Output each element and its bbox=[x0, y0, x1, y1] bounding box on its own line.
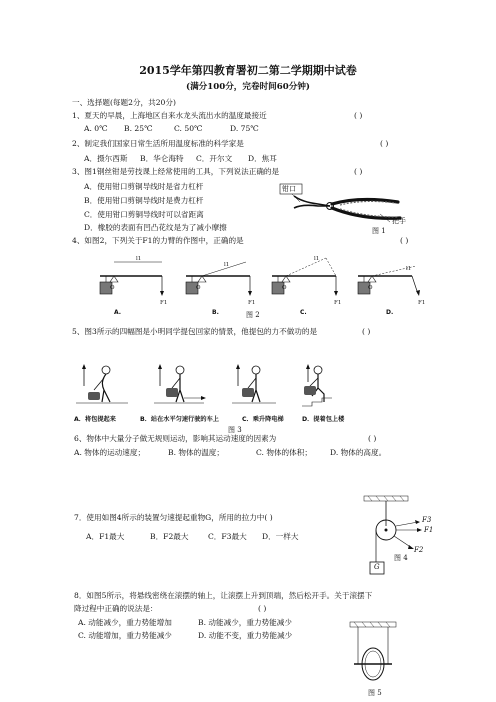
q2-option-a[interactable]: A．摄尔西斯 bbox=[84, 154, 128, 163]
q4-stem: 4、如图2，下列关于F1的力臂的作图中，正确的是 bbox=[72, 236, 244, 245]
q3-option-c[interactable]: C．使用钳口剪铜导线时可以省距离 bbox=[84, 210, 204, 219]
carry-panel-b[interactable] bbox=[154, 364, 206, 403]
pliers-mouth-label: 钳口 bbox=[282, 185, 296, 193]
svg-text:O: O bbox=[282, 285, 287, 291]
q3-option-a[interactable]: A．使用钳口剪铜导线时是省力杠杆 bbox=[84, 182, 204, 191]
q6-option-c[interactable]: C. 物体的体积； bbox=[256, 448, 312, 457]
figure-3-caption: 图 3 bbox=[228, 426, 242, 434]
pulley-label-f1: F1 bbox=[424, 526, 434, 534]
q8-option-b[interactable]: B. 动能减少，重力势能减少 bbox=[198, 618, 292, 627]
q2-option-d[interactable]: D．焦耳 bbox=[248, 154, 277, 163]
svg-text:l1: l1 bbox=[136, 256, 142, 262]
svg-text:F1: F1 bbox=[248, 300, 256, 306]
rolling-pendulum-figure bbox=[350, 622, 404, 692]
svg-text:B.: B. bbox=[212, 309, 219, 316]
q7-stem: 7．使用如图4所示的装置匀速提起重物G，所用的拉力中( ) bbox=[74, 513, 273, 522]
q7-option-b[interactable]: B．F2最大 bbox=[150, 532, 189, 541]
q3-stem: 3、图1钢丝钳是劳技课上经常使用的工具，下列说法正确的是 bbox=[72, 167, 280, 176]
q5-stem: 5、图3所示的四幅图是小明同学提包回家的情景，他提包的力不做功的是 bbox=[72, 327, 318, 336]
lever-panel-b[interactable] bbox=[186, 262, 255, 316]
lever-panel-a[interactable] bbox=[100, 256, 167, 316]
pulley-figure bbox=[358, 496, 438, 576]
figure-4-caption: 图 4 bbox=[394, 554, 408, 562]
q2-answer-paren[interactable]: ( ) bbox=[380, 139, 389, 148]
q6-option-b[interactable]: B. 物体的温度； bbox=[168, 448, 224, 457]
q6-option-d[interactable]: D. 物体的高度。 bbox=[330, 448, 387, 457]
q8-option-d[interactable]: D. 动能不变，重力势能减少 bbox=[198, 631, 293, 640]
lever-figure bbox=[100, 248, 440, 318]
q2-stem: 2、制定我们国家日常生活所用温度标准的科学家是 bbox=[72, 139, 244, 148]
svg-text:D.: D. bbox=[386, 309, 394, 316]
q5-answer-paren[interactable]: ( ) bbox=[362, 327, 371, 336]
q2-option-c[interactable]: C．开尔文 bbox=[196, 154, 233, 163]
carry-panel-a[interactable] bbox=[76, 364, 128, 403]
q6-option-a[interactable]: A. 物体的运动速度； bbox=[74, 448, 146, 457]
lever-panel-d[interactable] bbox=[358, 266, 425, 316]
q3-option-d[interactable]: D．橡胶的表面有凹凸花纹是为了减小摩擦 bbox=[84, 223, 227, 232]
svg-text:l1: l1 bbox=[406, 266, 412, 272]
q7-option-d[interactable]: D．一样大 bbox=[262, 532, 299, 541]
q3-answer-paren[interactable]: ( ) bbox=[354, 167, 363, 176]
q1-option-a[interactable]: A. 0℃ bbox=[84, 124, 108, 133]
figure-5-caption: 图 5 bbox=[368, 689, 382, 697]
svg-text:F1: F1 bbox=[160, 300, 168, 306]
q7-option-a[interactable]: A．F1最大 bbox=[86, 532, 125, 541]
q1-answer-paren[interactable]: ( ) bbox=[354, 111, 363, 120]
q1-option-c[interactable]: C. 50℃ bbox=[174, 124, 203, 133]
q2-option-b[interactable]: B．华仑海特 bbox=[140, 154, 184, 163]
svg-text:O: O bbox=[368, 285, 373, 291]
q5-option-c[interactable]: C．乘升降电梯 bbox=[242, 416, 284, 423]
q7-option-c[interactable]: C．F3最大 bbox=[208, 532, 247, 541]
pulley-label-g: G bbox=[374, 563, 380, 571]
carry-panel-d[interactable] bbox=[302, 364, 332, 406]
q1-stem: 1、夏天的早晨，上海地区自来水龙头流出水的温度最接近 bbox=[72, 111, 267, 120]
q6-stem: 6、物体中大量分子做无规则运动，影响其运动速度的因素为 bbox=[74, 434, 277, 443]
q5-option-a[interactable]: A．将包提起来 bbox=[74, 416, 116, 423]
carry-bag-figure bbox=[76, 362, 386, 412]
q8-option-c[interactable]: C. 动能增加，重力势能减少 bbox=[78, 631, 172, 640]
lever-panel-c[interactable] bbox=[272, 256, 341, 316]
pulley-label-f3: F3 bbox=[422, 516, 432, 524]
q5-option-b[interactable]: B．站在水平匀速行驶的车上 bbox=[140, 416, 219, 423]
q1-option-b[interactable]: B. 25℃ bbox=[124, 124, 153, 133]
carry-panel-c[interactable] bbox=[232, 364, 276, 403]
figure-2-caption: 图 2 bbox=[246, 311, 260, 319]
q5-option-d[interactable]: D．提着包上楼 bbox=[302, 416, 345, 423]
q3-option-b[interactable]: B．使用钳口剪铜导线时是费力杠杆 bbox=[84, 196, 204, 205]
q1-option-d[interactable]: D. 75℃ bbox=[230, 124, 259, 133]
q8-stem-line2: 降过程中正确的说法是： bbox=[74, 604, 158, 613]
q4-answer-paren[interactable]: ( ) bbox=[400, 236, 409, 245]
svg-text:l1: l1 bbox=[224, 262, 230, 268]
svg-text:O: O bbox=[196, 285, 201, 291]
pliers-figure bbox=[280, 182, 420, 238]
q8-stem-line1: 8．如图5所示，将悬线密绕在滚摆的轴上，让滚摆上升到顶端，然后松开手。关于滚摆下 bbox=[74, 591, 373, 600]
q6-answer-paren[interactable]: ( ) bbox=[368, 434, 377, 443]
svg-text:C.: C. bbox=[300, 309, 307, 316]
svg-text:F1: F1 bbox=[418, 300, 426, 306]
section-heading: 一、选择题(每题2分，共20分) bbox=[72, 98, 176, 107]
exam-title: 2015学年第四教育署初二第二学期期中试卷 bbox=[139, 64, 357, 77]
pulley-label-f2: F2 bbox=[414, 546, 424, 554]
svg-text:F1: F1 bbox=[334, 300, 342, 306]
svg-text:A.: A. bbox=[114, 309, 122, 316]
exam-subtitle: (满分100分，完卷时间60分钟) bbox=[186, 82, 310, 92]
svg-text:O: O bbox=[110, 285, 115, 291]
q8-option-a[interactable]: A. 动能减少，重力势能增加 bbox=[78, 618, 172, 627]
pliers-handle-label: 把手 bbox=[392, 217, 406, 225]
figure-1-caption: 图 1 bbox=[372, 227, 386, 235]
q8-answer-paren[interactable]: ( ) bbox=[258, 604, 267, 613]
svg-text:l1: l1 bbox=[314, 256, 320, 262]
